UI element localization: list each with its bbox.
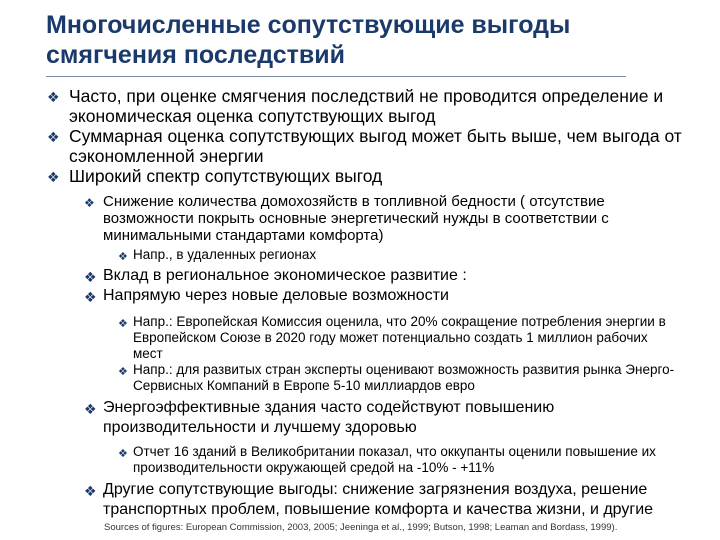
diamond-bullet-icon: ❖ — [118, 365, 128, 378]
slide-title-line-2: смягчения последствий — [46, 41, 346, 69]
bullet-item-4 — [0, 266, 720, 286]
sub-sub-bullet-item-2 — [0, 314, 720, 362]
bullet-text: Часто, при оценке смягчения последствий не проводится определение и экономическая оценка сопутствующих выгод — [69, 86, 664, 126]
bullet-text: Суммарная оценка сопутствующих выгод может быть выше, чем выгода от сэкономленной энергии — [69, 126, 682, 166]
sub-sub-bullet-item-4 — [0, 444, 720, 476]
bullet-list — [0, 86, 720, 520]
bullet-text: Напр.: Европейская Комиссия оценила, что 20% сокращение потребления энергии в Европейском Союзе в 2020 году может потенциально создать 1 миллион рабочих мест — [133, 314, 666, 361]
sub-bullet-item-1 — [0, 193, 720, 244]
bullet-item-2 — [0, 126, 720, 166]
diamond-bullet-icon: ❖ — [118, 317, 128, 330]
bullet-text: Вклад в региональное экономическое развитие : — [103, 267, 467, 284]
bullet-item-7 — [0, 480, 720, 520]
slide-title — [46, 10, 646, 70]
diamond-bullet-icon: ❖ — [84, 484, 97, 500]
sub-sub-bullet-item-3 — [0, 362, 720, 394]
bullet-text: Энергоэффективные здания часто содействуют повышению производительности и лучшему здоровью — [103, 399, 555, 436]
diamond-bullet-icon: ❖ — [47, 90, 60, 106]
diamond-bullet-icon: ❖ — [47, 170, 60, 186]
sources-footnote: Sources of figures: European Commission, 2003, 2005; Jeeninga et al., 1999; Butson, 1998; Leaman and Bordass, 1999). — [104, 522, 618, 533]
diamond-bullet-icon: ❖ — [47, 130, 60, 146]
slide-title-line-1: Многочисленные сопутствующие выгоды — [46, 11, 571, 39]
bullet-item-6 — [0, 398, 720, 438]
title-underline — [46, 76, 626, 77]
bullet-text: Другие сопутствующие выгоды: снижение загрязнения воздуха, решение транспортных проблем, повышение комфорта и качества жизни, и другие — [103, 481, 654, 518]
diamond-bullet-icon: ❖ — [84, 196, 95, 210]
diamond-bullet-icon: ❖ — [84, 402, 97, 418]
bullet-text: Напр., в удаленных регионах — [133, 247, 317, 262]
bullet-text: Снижение количества домохозяйств в топливной бедности ( отсутствие возможности покрыть основные энергетический нужды в соответствии с минимальными стандартами комфорта) — [103, 193, 609, 244]
bullet-item-1 — [0, 86, 720, 126]
bullet-text: Напр.: для развитых стран эксперты оценивают возможность развития рынка Энерго-Сервисных Компаний в Европе 5-10 миллиардов евро — [133, 362, 675, 393]
bullet-text: Напрямую через новые деловые возможности — [103, 287, 449, 304]
diamond-bullet-icon: ❖ — [84, 270, 97, 286]
diamond-bullet-icon: ❖ — [84, 290, 97, 306]
diamond-bullet-icon: ❖ — [118, 250, 128, 263]
bullet-text: Отчет 16 зданий в Великобритании показал, что оккупанты оценили повышение их производительности окружающей средой на -10% - +11% — [133, 444, 656, 475]
bullet-item-5 — [0, 286, 720, 306]
sub-sub-bullet-item-1 — [0, 247, 720, 263]
bullet-item-3 — [0, 166, 720, 186]
diamond-bullet-icon: ❖ — [118, 447, 128, 460]
bullet-text: Широкий спектр сопутствующих выгод — [69, 166, 383, 186]
